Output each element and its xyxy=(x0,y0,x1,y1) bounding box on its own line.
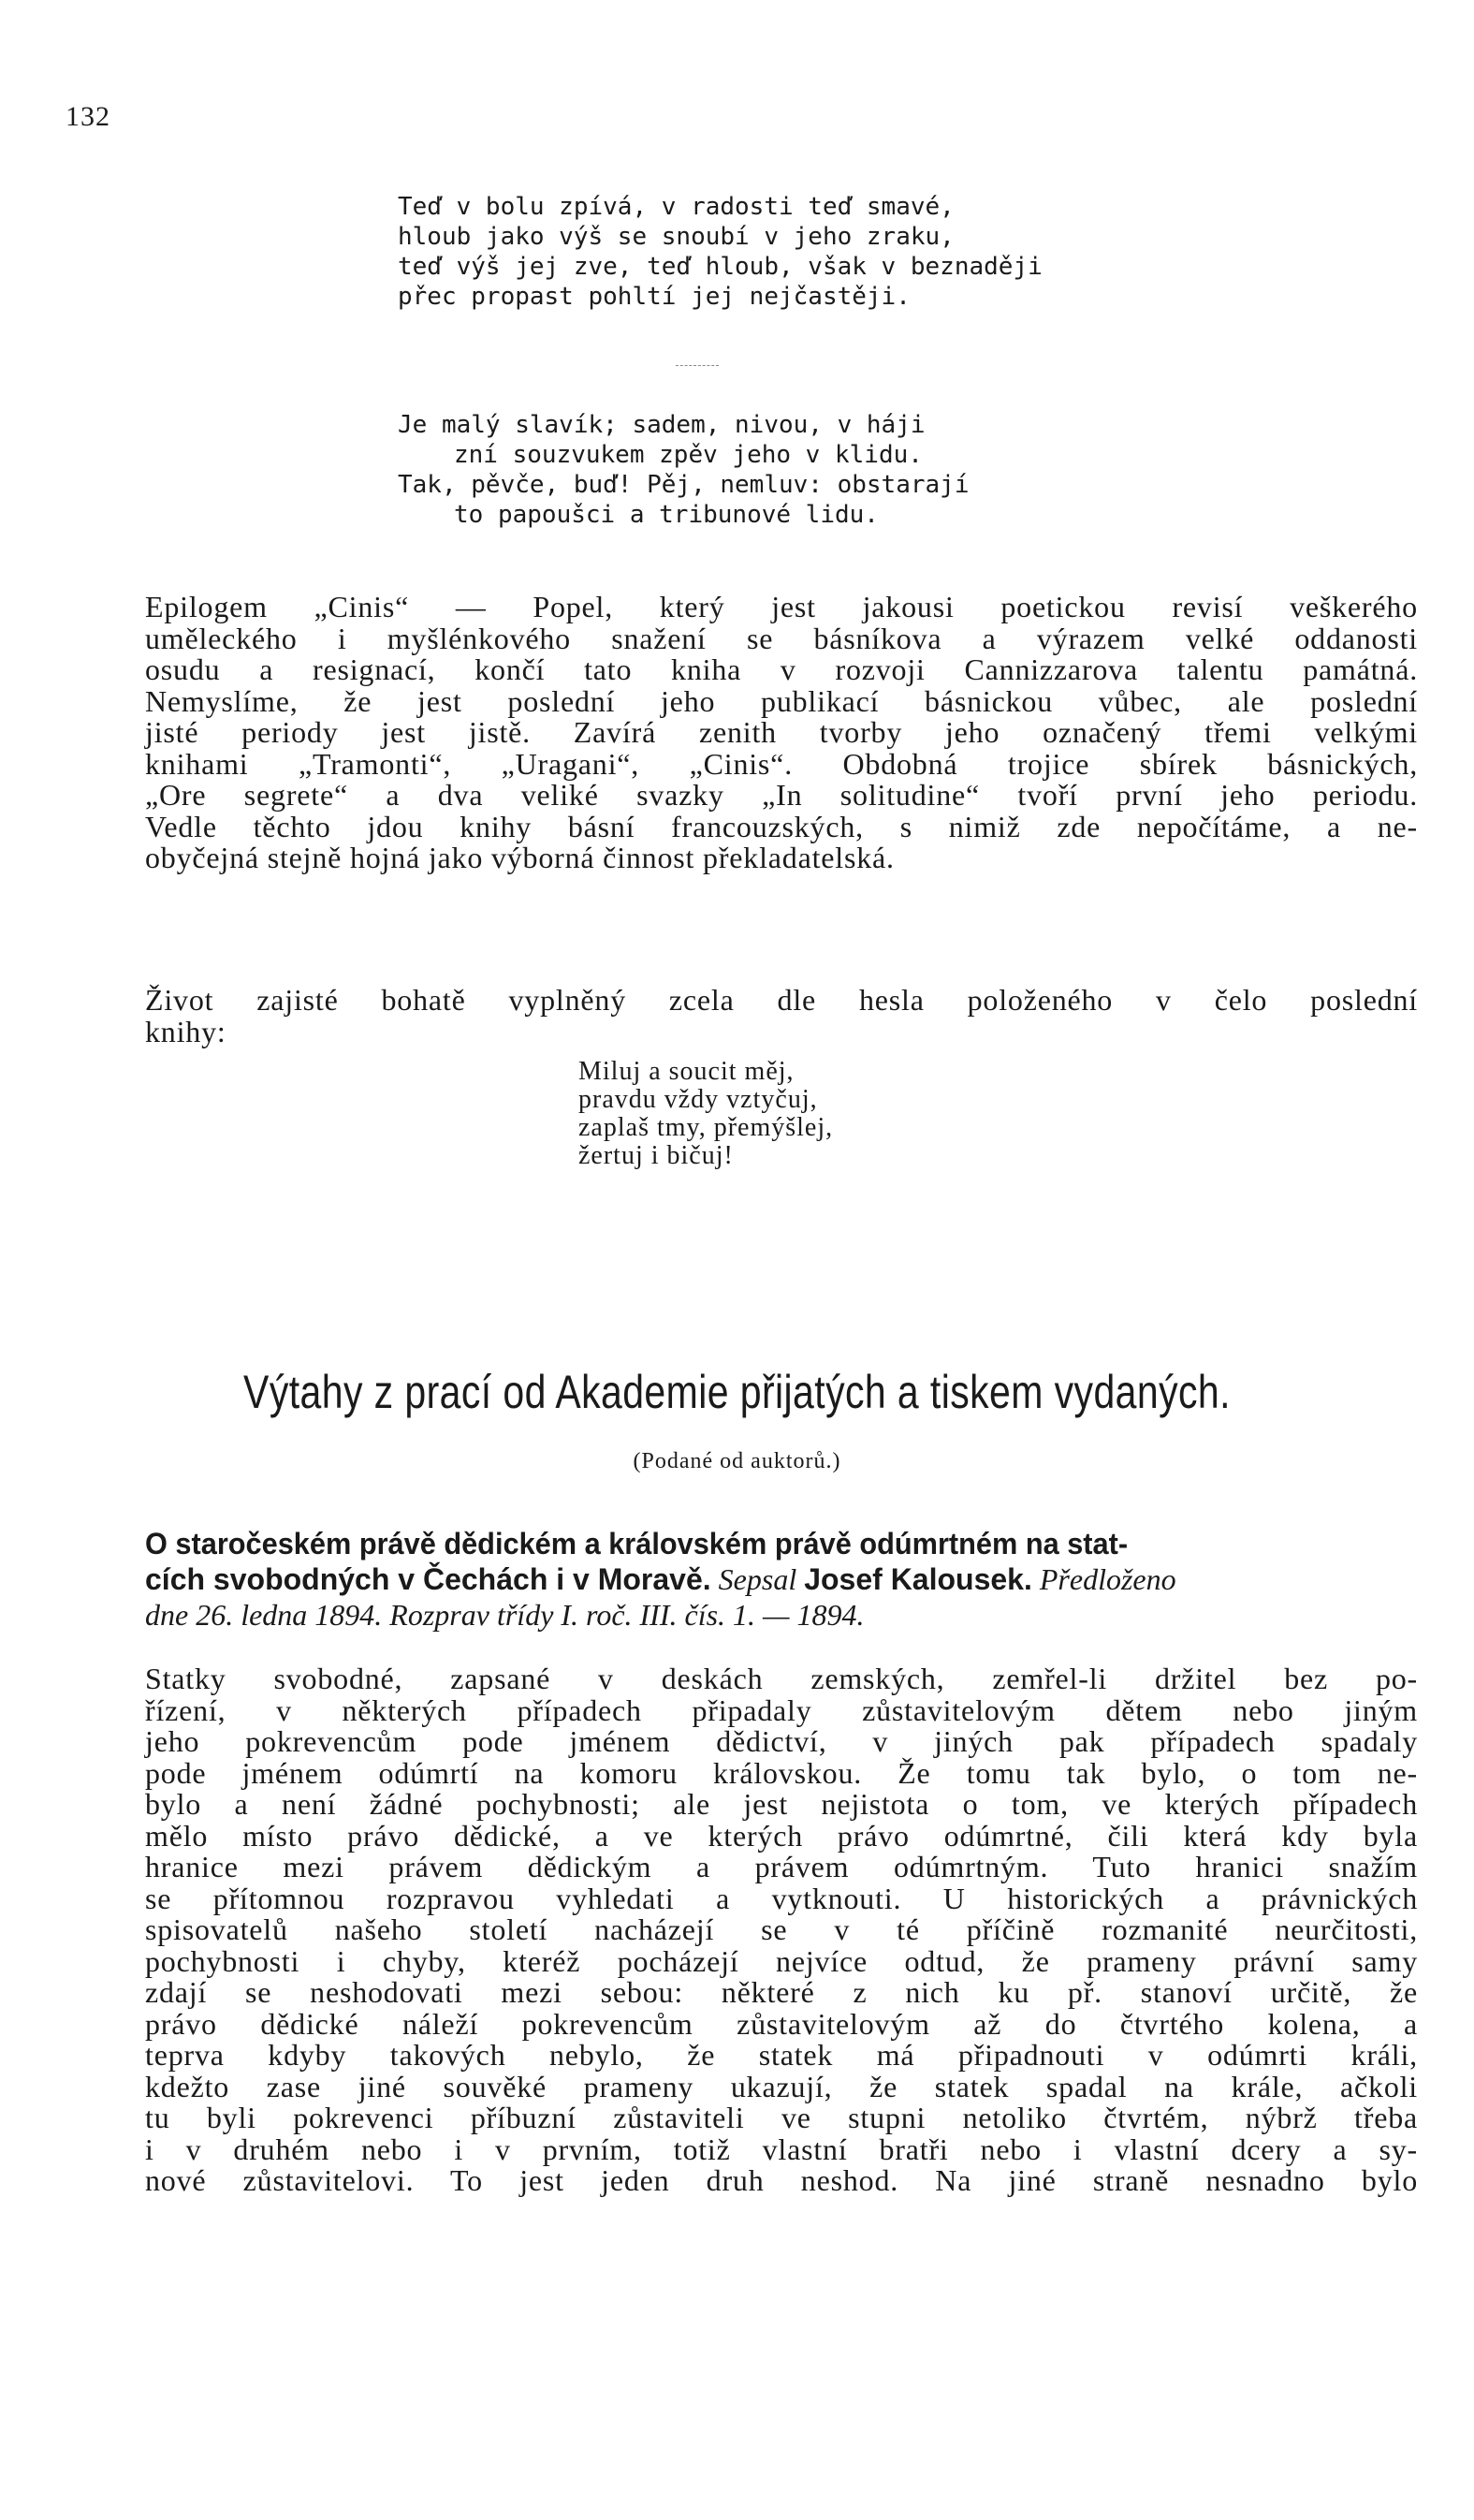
poem-stanza-1 xyxy=(398,192,1043,312)
poem-stanza-2 xyxy=(398,410,969,530)
text-line: kdežto zase jiné souvěké prameny ukazují, že statek spadal na krále, ačkoli xyxy=(145,2069,1418,2103)
section-subtitle: (Podané od auktorů.) xyxy=(633,1449,841,1473)
life-paragraph xyxy=(145,985,1418,1048)
poem-line: Tak, pěvče, buď! Pěj, nemluv: obstarají xyxy=(398,471,970,499)
text-line: jisté periody jest jistě. Zavírá zenith tvorby jeho označený třemi velkými xyxy=(145,715,1418,749)
text-line: mělo místo právo dědické, a ve kterých právo odúmrtné, čili která kdy byla xyxy=(145,1818,1418,1853)
poem-line: přec propast pohltí jej nejčastěji. xyxy=(398,283,911,311)
text-line: pode jménem odúmrtí na komoru královskou. Že tomu tak bylo, o tom ne- xyxy=(145,1755,1418,1790)
text-line: Epilogem „Cinis“ — Popel, který jest jakousi poetickou revisí veškerého xyxy=(145,590,1418,623)
text-line: zdají se neshodovati mezi sebou: některé z nich ku př. stanoví určitě, že xyxy=(145,1975,1418,2009)
heading-line-2 xyxy=(145,1561,1418,1597)
text-line: bylo a není žádné pochybnosti; ale jest nejistota o tom, ve kterých případech xyxy=(145,1787,1418,1821)
poem-line: zní souzvukem zpěv jeho v klidu. xyxy=(454,441,923,469)
text-line: „Ore segrete“ a dva veliké svazky „In solitudine“ tvoří první jeho periodu. xyxy=(145,778,1418,812)
poem-line: hloub jako výš se snoubí v jeho zraku, xyxy=(398,223,955,251)
text-line: pochybnosti i chyby, kteréž pocházejí nejvíce odtud, že prameny právní samy xyxy=(145,1943,1418,1978)
text-line: knihami „Tramonti“, „Uragani“, „Cinis“. Obdobná trojice sbírek básnických, xyxy=(145,746,1418,781)
motto-line: žertuj i bičuj! xyxy=(578,1141,734,1170)
paper-title-part-2: cích svobodných v Čechách i v Moravě. xyxy=(145,1562,711,1596)
section-title: Výtahy z prací od Akademie přijatých a tiskem vydaných. xyxy=(243,1366,1231,1418)
text-line: osudu a resignací, končí tato kniha v rozvoji Cannizzarova talentu památná. xyxy=(145,652,1418,686)
paper-heading xyxy=(145,1526,1418,1633)
page-number: 132 xyxy=(66,101,110,132)
poem-line: to papoušci a tribunové lidu. xyxy=(454,501,879,529)
motto-verse xyxy=(578,1058,833,1170)
abstract-paragraph xyxy=(145,1663,1418,2197)
text-line: obyčejná stejně hojná jako výborná činnost překladatelská. xyxy=(145,841,895,874)
text-line: uměleckého i myšlénkového snažení se básníkova a výrazem velké oddanosti xyxy=(145,621,1418,655)
poem-line: Je malý slavík; sadem, nivou, v háji xyxy=(398,411,926,439)
text-line: i v druhém nebo i v prvním, totiž vlastní bratři nebo i vlastní dcery a sy- xyxy=(145,2132,1418,2166)
text-line: nové zůstavitelovi. To jest jeden druh neshod. Na jiné straně nesnadno bylo xyxy=(145,2163,1418,2197)
epilogue-paragraph xyxy=(145,592,1418,874)
text-line: Nemyslíme, že jest poslední jeho publikací básnickou vůbec, ale poslední xyxy=(145,683,1418,718)
paper-title-part-1: O staročeském právě dědickém a královském právě odúmrtném na stat- xyxy=(145,1527,1129,1560)
motto-line: zaplaš tmy, přemýšlej, xyxy=(578,1113,834,1142)
text-line: se přítomnou rozpravou vyhledati a vytknouti. U historických a právnických xyxy=(145,1881,1418,1915)
motto-line: pravdu vždy vztyčuj, xyxy=(578,1085,818,1114)
author-prefix: Sepsal xyxy=(710,1562,805,1596)
presented-label: Předloženo xyxy=(1031,1562,1176,1596)
publication-info: dne 26. ledna 1894. Rozprav třídy I. roč. III. čís. 1. — 1894. xyxy=(145,1598,865,1632)
text-line: Život zajisté bohatě vyplněný zcela dle hesla položeného v čelo poslední xyxy=(145,983,1418,1017)
text-line: hranice mezi právem dědickým a právem odúmrtným. Tuto hranici snažím xyxy=(145,1850,1418,1883)
text-line: právo dědické náleží pokrevencům zůstavitelovým až do čtvrtého kolena, a xyxy=(145,2006,1418,2041)
heading-line-1 xyxy=(145,1526,1418,1561)
stanza-divider xyxy=(676,365,719,366)
poem-line: Teď v bolu zpívá, v radosti teď smavé, xyxy=(398,193,955,221)
text-line: spisovatelů našeho století nacházejí se v té příčině rozmanité neurčitosti, xyxy=(145,1912,1418,1946)
text-line: Vedle těchto jdou knihy básní francouzských, s nimiž zde nepočítáme, a ne- xyxy=(145,809,1418,843)
author-name: Josef Kalousek. xyxy=(804,1562,1032,1596)
text-line: jeho pokrevencům pode jménem dědictví, v jiných pak případech spadaly xyxy=(145,1724,1418,1758)
text-line: řízení, v některých případech připadaly zůstavitelovým dětem nebo jiným xyxy=(145,1692,1418,1727)
text-line: Statky svobodné, zapsané v deskách zemských, zemřel-li držitel bez po- xyxy=(145,1662,1418,1695)
text-line: knihy: xyxy=(145,1014,226,1048)
text-line: teprva kdyby takových nebylo, že statek má připadnouti v odúmrti králi, xyxy=(145,2038,1418,2072)
motto-line: Miluj a soucit měj, xyxy=(578,1057,795,1086)
poem-line: teď výš jej zve, teď hloub, však v beznaději xyxy=(398,253,1043,281)
text-line: tu byli pokrevenci příbuzní zůstaviteli ve stupni netoliko čtvrtém, nýbrž třeba xyxy=(145,2101,1418,2134)
